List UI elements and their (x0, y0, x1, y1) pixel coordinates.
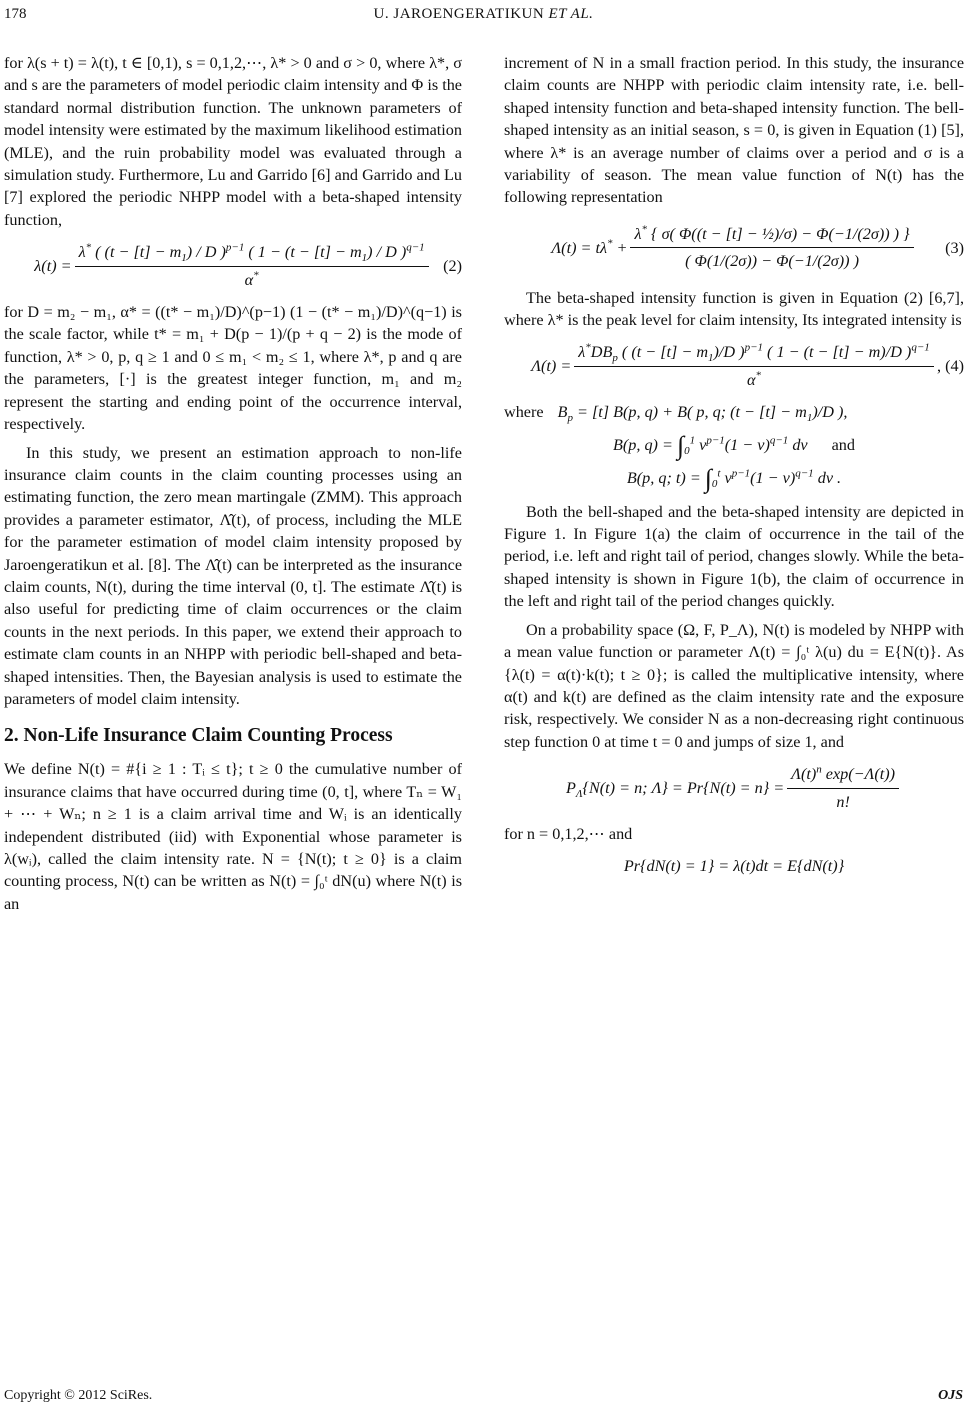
left-paragraph-1: for λ(s + t) = λ(t), t ∈ [0,1), s = 0,1,2,⋯, λ* > 0 and σ > 0, where λ*, σ and s are the parameters of model periodic claim intensity and Φ is the standard normal distribution function. The unknown parameters of model intensity were estimated by the maximum likelihood estimation (MLE), and the ruin probability model was evaluated through a simulation study. Furthermore, Lu and Garrido [6] and Garrido and Lu [7] explored the periodic NHPP model with a beta-shaped intensity function, (4, 54, 462, 229)
right-paragraph-2: The beta-shaped intensity function is given in Equation (2) [6,7], where λ* is the peak level for claim intensity, Its integrated intensity is (504, 288, 964, 330)
left-paragraph-4: We define N(t) = #{i ≥ 1 : Tᵢ ≤ t}; t ≥ 0 the cumulative number of insurance claims that have occurred during time (0, t], where Tₙ = W₁ + ⋯ + Wₙ; n ≥ 1 is a claim arrival time and Wᵢ is an identically independent distributed (iid) with Exponential whose parameter is λ(wᵢ), called the claim intensity rate. N = {N(t); t ≥ 0} is a claim counting process, N(t) can be written as N(t) = ∫₀ᵗ dN(u) where N(t) is an (4, 760, 462, 913)
right-paragraph-1: increment of N in a small fraction period. In this study, the insurance claim counts are NHPP with periodic claim intensity rate, i.e. bell-shaped intensity function and beta-shaped intensity function. The bell-shaped intensity as an initial season, s = 0, is given in Equation (1) [5], where λ* is an average number of claims over a period and σ is a variability of season. The mean value function of N(t) has the following representation (504, 54, 964, 207)
copyright: Copyright © 2012 SciRes. (4, 1388, 153, 1403)
journal-name: OJS (938, 1388, 963, 1403)
equation-2: λ(t) = $\frac{\lambda^* ( (t - [t] - m_1) / D )^{p-1} ( 1 - (t - [t] - m_1) / D )^{q-1}}{\alpha^*}$ (2) (34, 241, 462, 289)
equation-4: Λ(t) = $\frac{\lambda^*DB_p ( (t - [t] - m_1)/D )^{p-1} ( 1 - (t - [t] - m)/D )^{q-1}}{\alpha^*}$ , (4) (531, 342, 964, 389)
equation-where: where $B_p = [t]$ B(p, q) + B( p, q; $(t - [t] - m_1)/D$ ), (504, 403, 848, 425)
left-column (4, 52, 462, 921)
equation-poisson: $P_\Lambda\{N(t) = n$; Λ} = Pr{N(t) = n} = $\frac{\Lambda(t)^n \exp(-\Lambda(t))}{n!}$ (504, 763, 964, 813)
page-header (4, 6, 963, 26)
equation-3: Λ(t) = tλ* + $\frac{\lambda^* \{ \sigma( \Phi((t - [t] - \frac{1}{2})/\sigma) - \Phi(-1/(2\sigma)) ) \}}{( \Phi(1/(2\sigma)) - \Phi(-1/(2\sigma)) )}$ (3) (551, 223, 964, 271)
equation-beta: B(p, $q) = \int_0^1$ $v^{p-1}(1 - v)^{q-1}$ dv and (613, 430, 855, 460)
left-paragraph-3: In this study, we present an estimation approach to non-life insurance claim counts in the claim counting processes using an estimating function, the zero mean martingale (ZMM). This approach provides a parameter estimator, Λ̂(t), of process, including the MLE for the parameter estimation of model claim intensity proposed by Jaroengeratikun et al. [8]. The Λ̂(t) can be interpreted as the insurance claim counts, N(t), during the time interval (0, t]. The estimate Λ̂(t) is also useful for predicting time of claim occurrences or the claim counts in the next periods. In this paper, we extend their approach to estimate clam counts in an NHPP with periodic bell-shaped and beta-shaped intensities. Then, the Bayesian analysis is used to estimate the parameters of model claim intensity. (4, 443, 462, 708)
equation-increment: Pr{dN(t) = 1} = λ(t)dt = E{dN(t)} (623, 857, 845, 876)
page-footer (4, 1388, 963, 1408)
right-paragraph-4: On a probability space (Ω, F, P_Λ), N(t) is modeled by NHPP with a mean value function or parameter Λ(t) = ∫₀ᵗ λ(u) du = E{N(t)}. As {λ(t) = α(t)·k(t); t ≥ 0}; is called the multiplicative intensity, where α(t) and k(t) are defined as the claim intensity rate and the exposure risk, respectively. We consider N as a non-decreasing right continuous step function 0 at time t = 0 and jumps of size 1, and (504, 620, 964, 751)
right-paragraph-3: Both the bell-shaped and the beta-shaped intensity are depicted in Figure 1. In Figure 1(a) the claim of occurrence in the tail of the period, i.e. left and right tail of period, changes slowly. While the beta-shaped intensity is shown in Figure 1(b), the claim of occurrence in the left and right tail of the period changes quickly. (504, 502, 964, 611)
equation-incomplete-beta: B(p, q; $t) = \int_0^t$ $v^{p-1}(1 - v)^{q-1}$ dv . (626, 464, 842, 494)
left-paragraph-2: for D = m₂ − m₁, α* = ((t* − m₁)/D)^(p−1) (1 − (t* − m₁)/D)^(q−1) is the scale factor, while t* = m₁ + D(p − 1)/(p + q − 2) is the mode of function, λ* > 0, p, q ≥ 1 and 0 ≤ m₁ < m₂ ≤ 1, where λ*, p and q are the parameters, [·] is the greatest integer function, m₁ and m₂ represent the starting and ending point of the occurrence interval, respectively. (4, 303, 462, 434)
right-for-n: for n = 0,1,2,⋯ and (504, 824, 633, 843)
right-column (504, 52, 964, 888)
running-title: U. JAROENGERATIKUN ET AL. (373, 6, 594, 22)
page-number: 178 (4, 6, 27, 22)
section-heading: 2. Non-Life Insurance Claim Counting Process (4, 725, 393, 747)
